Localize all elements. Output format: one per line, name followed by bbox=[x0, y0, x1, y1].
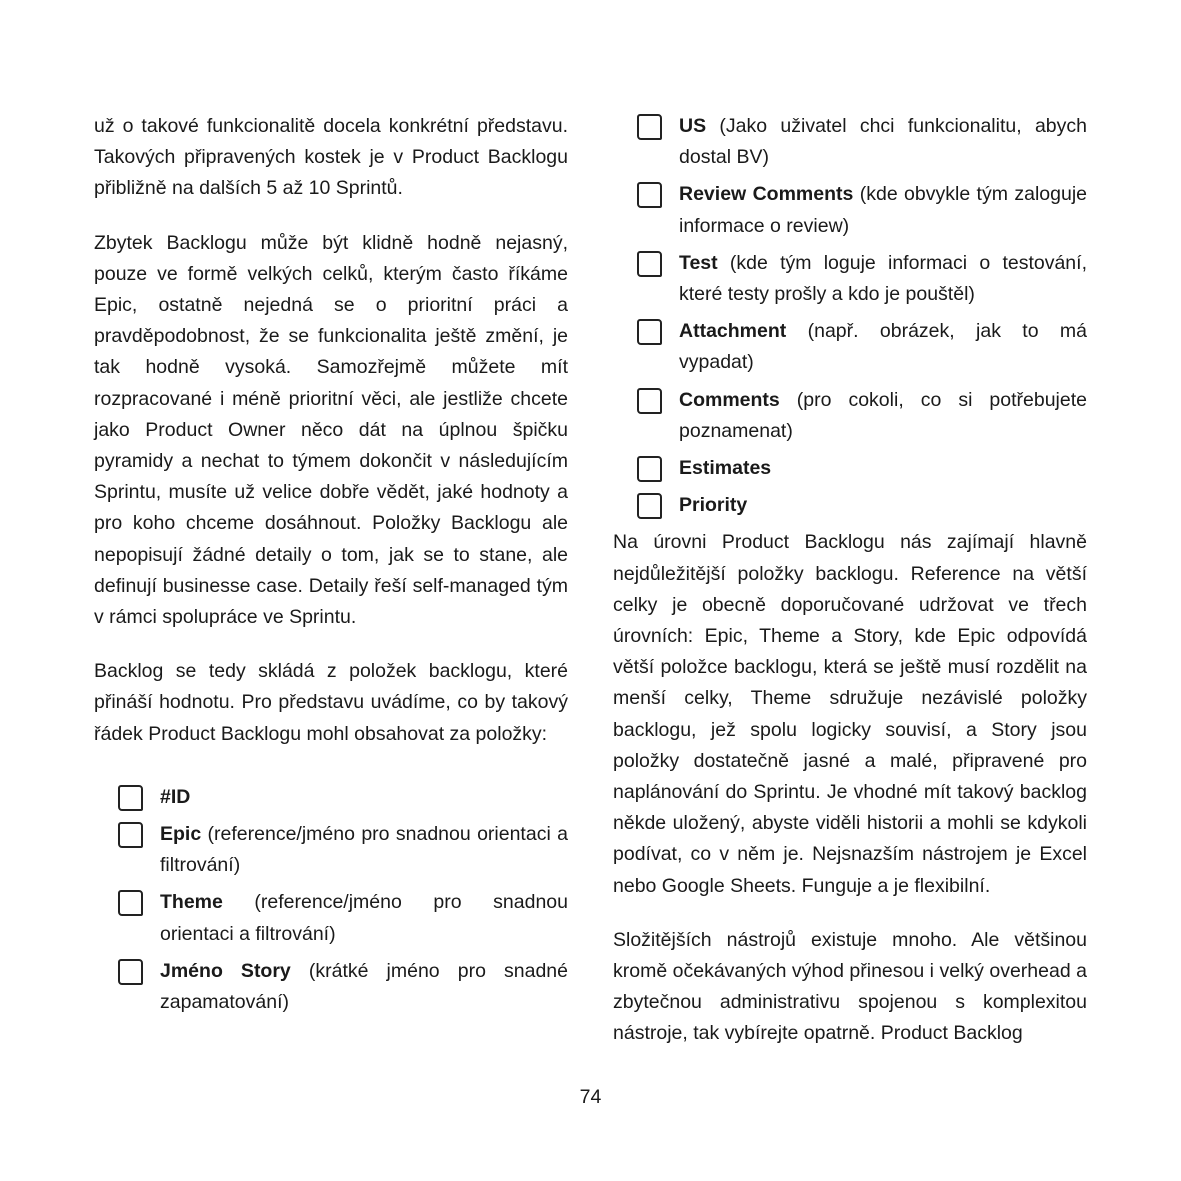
item-description: (pro cokoli, co si potřebujete poznamenat) bbox=[679, 388, 1087, 442]
paragraph: Složitějších nástrojů existuje mnoho. Ale většinou kromě očekávaných výhod přinesou i velký overhead a zbytečnou administrativu spojenou s komplexitou nástroje, tak vybírejte opatrně. Product Backlog bbox=[613, 928, 1087, 1045]
item-description: (reference/jméno pro snadnou orientaci a filtrování) bbox=[160, 823, 568, 877]
checklist-item bbox=[118, 819, 568, 881]
checkbox-icon bbox=[637, 456, 662, 482]
checklist-item bbox=[637, 111, 1087, 173]
item-term: Attachment bbox=[679, 320, 787, 343]
item-description: (Jako uživatel chci funkcionalitu, abych dostal BV) bbox=[679, 115, 1087, 169]
item-term: Review Comments bbox=[679, 183, 854, 206]
item-term: Priority bbox=[679, 494, 748, 517]
item-term: US bbox=[679, 115, 707, 137]
item-term: Estimates bbox=[679, 457, 772, 480]
checkbox-icon bbox=[637, 319, 662, 345]
page-number: 74 bbox=[579, 1086, 602, 1108]
checklist-item bbox=[637, 453, 1087, 484]
checkbox-icon bbox=[637, 114, 662, 140]
checklist-item bbox=[118, 887, 568, 949]
checkbox-icon bbox=[637, 182, 662, 208]
item-description: (kde obvykle tým zaloguje informace o review) bbox=[679, 183, 1087, 237]
paragraph: už o takové funkcionalitě docela konkrétní představu. Takových připravených kostek je v Product Backlogu přibližně na dalších 5 až 10 Sprintů. bbox=[94, 115, 568, 200]
paragraph: Na úrovni Product Backlogu nás zajímají hlavně nejdůležitější položky backlogu. Reference na větší celky je obecně doporučované udržovat ve třech úrovních: Epic, Theme a Story, kde Epic odpovídá větší položce backlogu, která se ještě musí rozdělit na menší celky, Theme sdružuje nezávislé položky backlogu, jež spolu logicky souvisí, a Story jsou položky dostatečně jasné a malé, připravené pro naplánování do Sprintu. Je vhodné mít takový backlog někde uložený, abyste viděli historii a mohli se kdykoli podívat, co v něm je. Nejsnazším nástrojem je Excel nebo Google Sheets. Funguje a je flexibilní. bbox=[613, 531, 1087, 897]
left-column bbox=[94, 111, 568, 1024]
item-description: (např. obrázek, jak to má vypadat) bbox=[679, 320, 1087, 374]
backlog-fields-checklist-continued bbox=[637, 111, 1087, 521]
checkbox-icon bbox=[637, 251, 662, 277]
item-description: (krátké jméno pro snadné zapamatování) bbox=[160, 959, 568, 1014]
backlog-fields-checklist bbox=[118, 782, 568, 1018]
item-term: Theme bbox=[160, 891, 223, 914]
paragraph: Zbytek Backlogu může být klidně hodně nejasný, pouze ve formě velkých celků, kterým často říkáme Epic, ostatně nejedná se o prioritní práci a pravděpodobnost, že se funkcionalita ještě změní, je tak hodně vysoká. Samozřejmě můžete mít rozpracované i méně prioritní věci, ale jestliže chcete jako Product Owner něco dát na úplnou špičku pyramidy a nechat to týmem dokončit v následujícím Sprintu, musíte už velice dobře vědět, jaké hodnoty a pro koho chceme dosáhnout. Položky Backlogu ale nepopisují žádné detaily o tom, jak se to stane, ale definují businesse case. Detaily řeší self-managed tým v rámci spolupráce ve Sprintu. bbox=[94, 231, 568, 629]
checkbox-icon bbox=[118, 890, 143, 916]
right-column bbox=[613, 111, 1087, 1050]
checklist-item bbox=[637, 248, 1087, 310]
checklist-item bbox=[637, 179, 1087, 241]
checkbox-icon bbox=[637, 493, 662, 519]
checklist-item bbox=[118, 956, 568, 1018]
item-term: Test bbox=[679, 251, 718, 274]
checklist-item bbox=[637, 385, 1087, 447]
item-term: Comments bbox=[679, 388, 780, 411]
item-term: #ID bbox=[160, 785, 191, 808]
checkbox-icon bbox=[118, 785, 143, 811]
checkbox-icon bbox=[118, 959, 143, 985]
paragraph: Backlog se tedy skládá z položek backlogu, které přináší hodnotu. Pro představu uvádíme, co by takový řádek Product Backlogu mohl obsahovat za položky: bbox=[94, 660, 568, 745]
item-description: (kde tým loguje informaci o testování, které testy prošly a kdo je pouštěl) bbox=[679, 251, 1087, 306]
checkbox-icon bbox=[637, 388, 662, 414]
checklist-item bbox=[637, 316, 1087, 378]
item-description: (reference/jméno pro snadnou orientaci a filtrování) bbox=[160, 891, 568, 945]
checklist-item bbox=[637, 490, 1087, 521]
item-term: Jméno Story bbox=[160, 959, 291, 982]
item-term: Epic bbox=[160, 823, 202, 846]
checklist-item bbox=[118, 782, 568, 813]
checkbox-icon bbox=[118, 822, 143, 848]
